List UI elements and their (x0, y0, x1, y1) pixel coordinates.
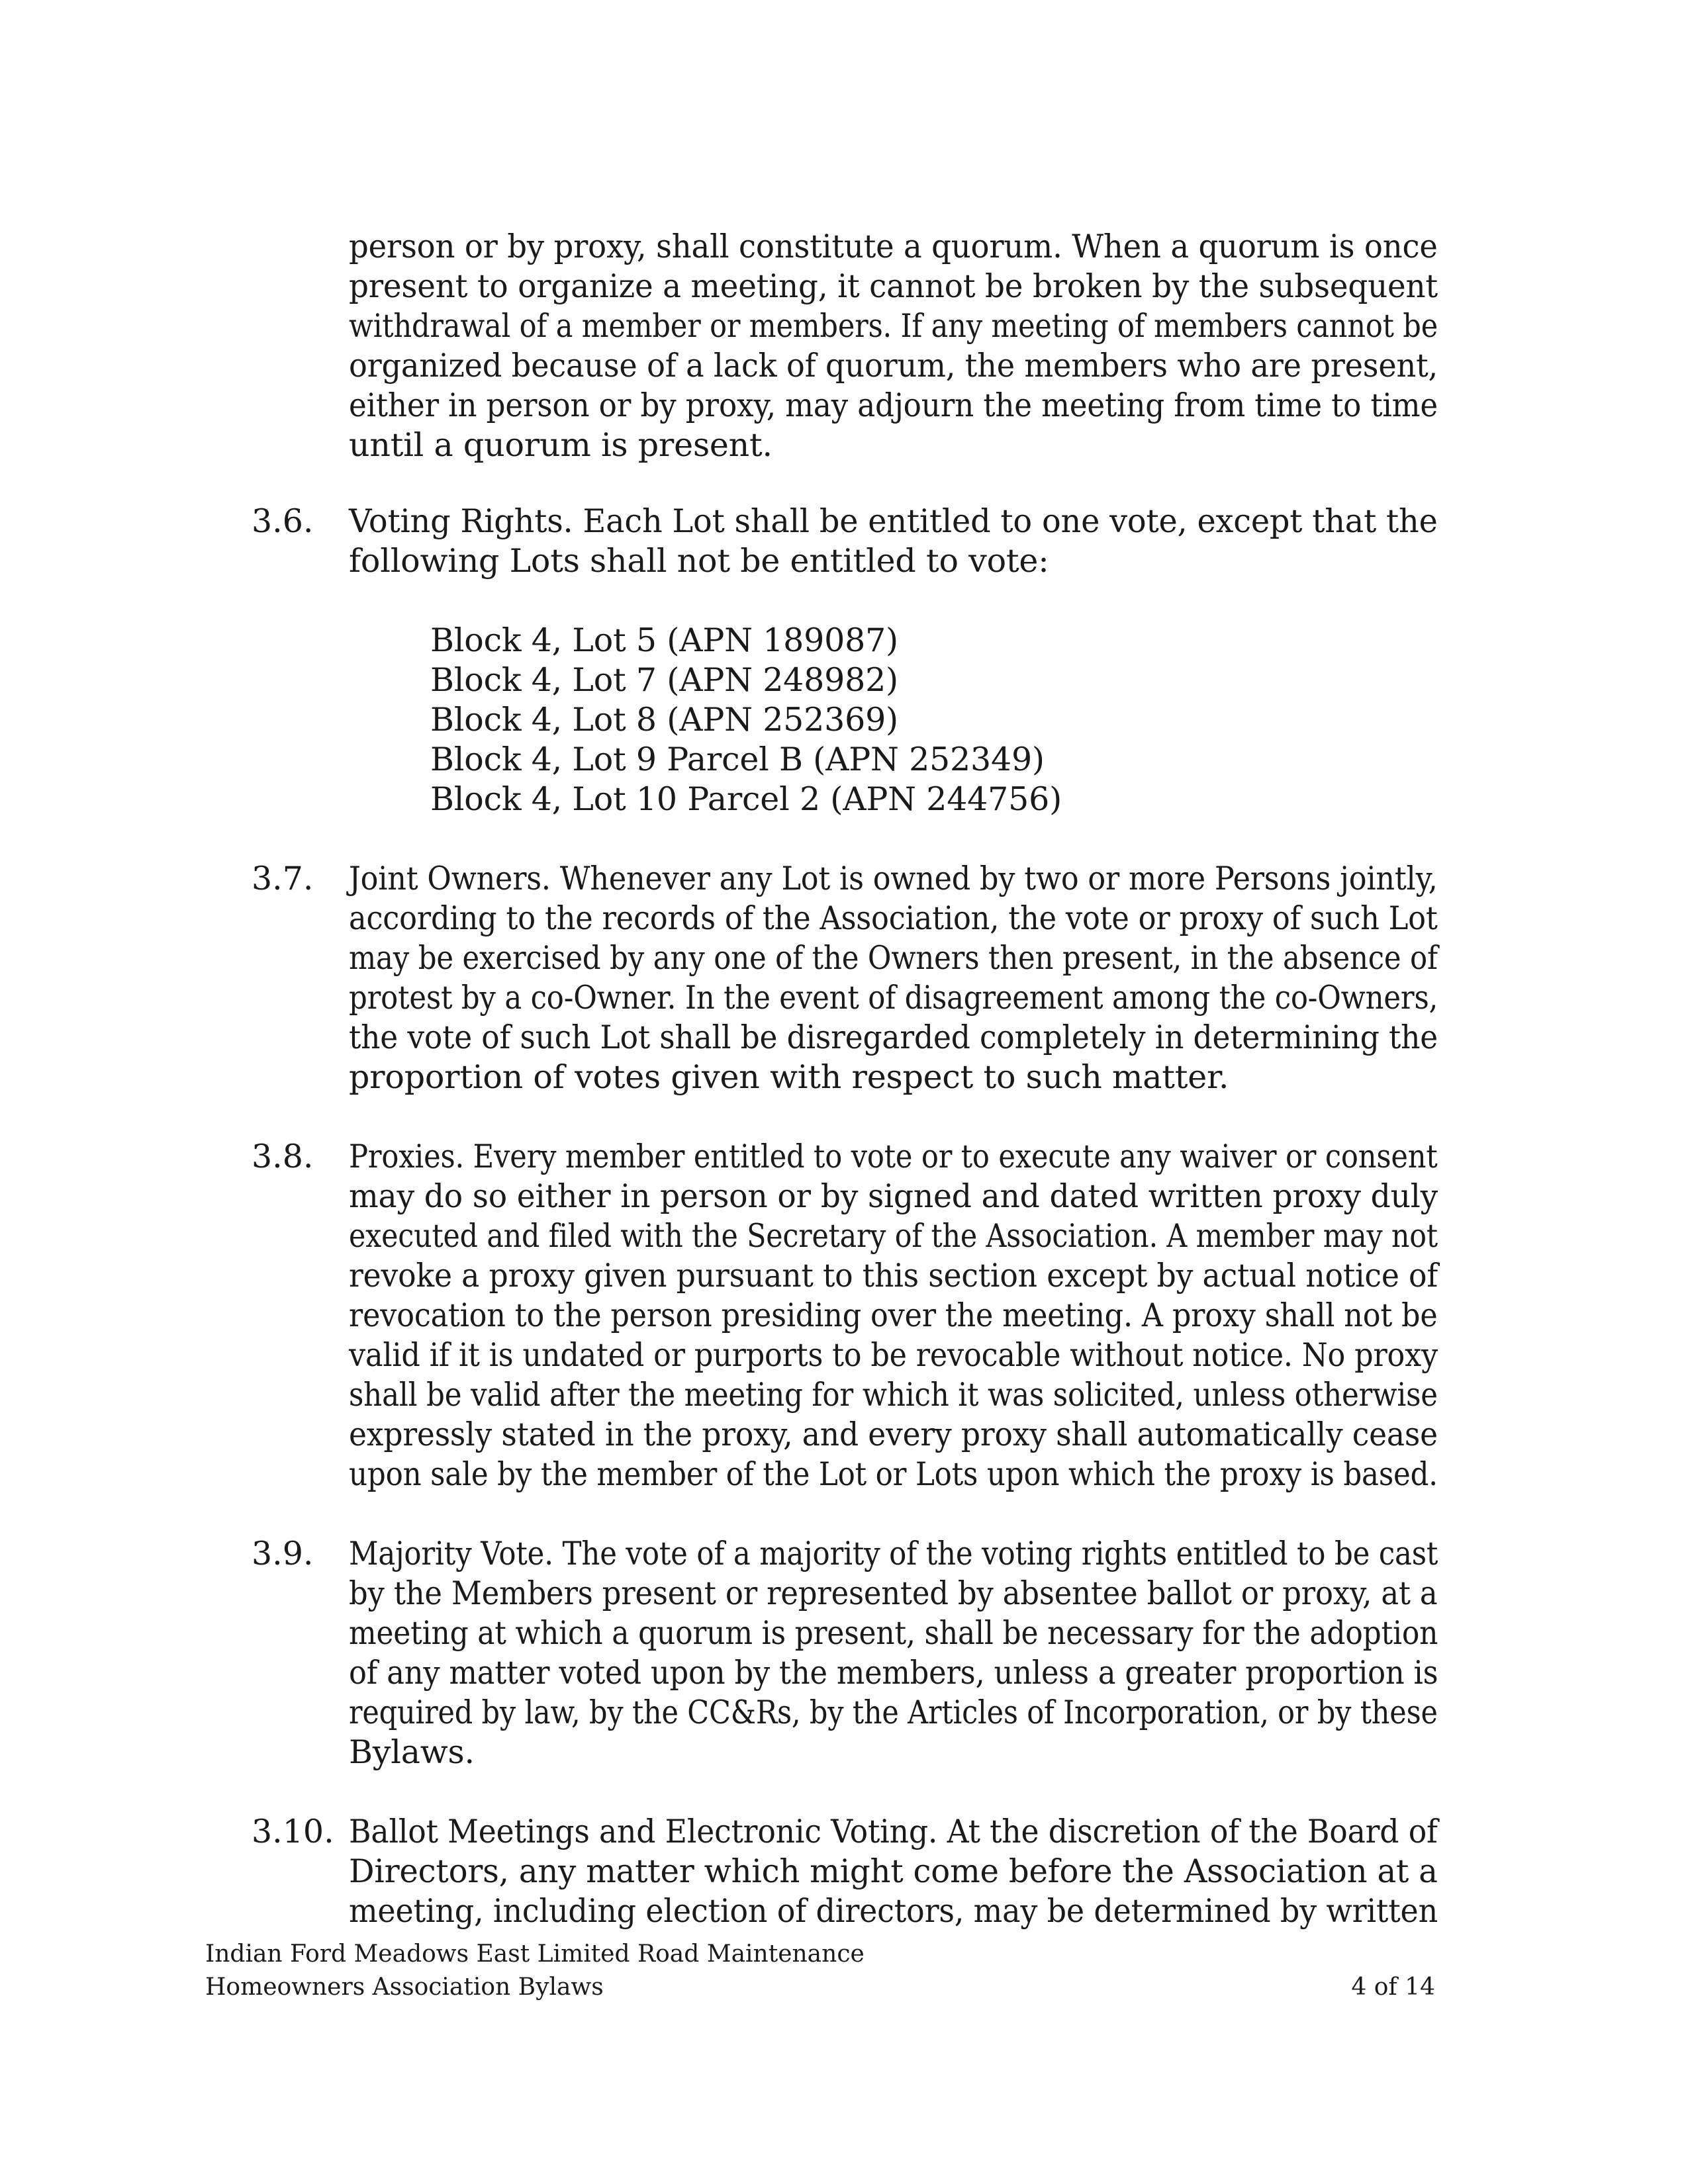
text-line: Bylaws. (349, 1733, 475, 1771)
list-item: Block 4, Lot 9 Parcel B (APN 252349) (430, 741, 1045, 778)
text-line: meeting, including election of directors, may be determined by written (349, 1892, 1438, 1930)
page-number: 4 of 14 (1351, 1974, 1435, 2001)
text-line: Joint Owners. Whenever any Lot is owned by two or more Persons jointly, (349, 860, 1438, 897)
list-item: Block 4, Lot 7 (APN 248982) (430, 661, 898, 699)
text-line: executed and filed with the Secretary of the Association. A member may not (349, 1217, 1438, 1255)
list-item: Block 4, Lot 5 (APN 189087) (430, 621, 898, 659)
text-line: expressly stated in the proxy, and every proxy shall automatically cease (349, 1416, 1438, 1453)
text-line: until a quorum is present. (349, 426, 773, 464)
text-line: Proxies. Every member entitled to vote or to execute any waiver or consent (349, 1138, 1438, 1175)
section-number: 3.9. (252, 1535, 314, 1572)
section-number: 3.10. (252, 1813, 334, 1850)
list-item: Block 4, Lot 8 (APN 252369) (430, 701, 898, 739)
text-line: Ballot Meetings and Electronic Voting. At the discretion of the Board of (349, 1813, 1438, 1850)
text-line: organized because of a lack of quorum, the members who are present, (349, 347, 1438, 385)
section-number: 3.8. (252, 1138, 314, 1175)
text-line: may be exercised by any one of the Owners then present, in the absence of (349, 939, 1438, 977)
text-line: according to the records of the Association, the vote or proxy of such Lot (349, 899, 1438, 937)
text-line: proportion of votes given with respect to such matter. (349, 1058, 1229, 1096)
footer-title-line-1: Indian Ford Meadows East Limited Road Maintenance (205, 1940, 865, 1968)
text-line: the vote of such Lot shall be disregarded completely in determining the (349, 1019, 1438, 1056)
text-line: valid if it is undated or purports to be revocable without notice. No proxy (349, 1336, 1438, 1374)
footer-title-line-2: Homeowners Association Bylaws (205, 1974, 604, 2001)
section-number: 3.7. (252, 860, 314, 897)
list-item: Block 4, Lot 10 Parcel 2 (APN 244756) (430, 780, 1062, 818)
text-line: present to organize a meeting, it cannot be broken by the subsequent (349, 267, 1438, 305)
text-line: Majority Vote. The vote of a majority of the voting rights entitled to be cast (349, 1535, 1438, 1572)
text-line: following Lots shall not be entitled to vote: (349, 542, 1049, 580)
text-line: either in person or by proxy, may adjourn the meeting from time to time (349, 387, 1438, 424)
text-line: may do so either in person or by signed and dated written proxy duly (349, 1177, 1438, 1215)
text-line: required by law, by the CC&Rs, by the Articles of Incorporation, or by these (349, 1694, 1438, 1731)
text-line: person or by proxy, shall constitute a quorum. When a quorum is once (349, 228, 1438, 265)
text-line: by the Members present or represented by absentee ballot or proxy, at a (349, 1574, 1438, 1612)
text-line: of any matter voted upon by the members, unless a greater proportion is (349, 1654, 1438, 1692)
text-line: Voting Rights. Each Lot shall be entitled to one vote, except that the (349, 502, 1438, 540)
text-line: upon sale by the member of the Lot or Lots upon which the proxy is based. (349, 1455, 1438, 1493)
text-line: withdrawal of a member or members. If any meeting of members cannot be (349, 307, 1438, 345)
text-line: Directors, any matter which might come before the Association at a (349, 1852, 1438, 1890)
text-line: meeting at which a quorum is present, shall be necessary for the adoption (349, 1614, 1438, 1652)
section-number: 3.6. (252, 502, 314, 540)
text-line: shall be valid after the meeting for which it was solicited, unless otherwise (349, 1376, 1438, 1414)
text-line: protest by a co-Owner. In the event of disagreement among the co-Owners, (349, 979, 1438, 1017)
text-line: revocation to the person presiding over the meeting. A proxy shall not be (349, 1297, 1438, 1334)
text-line: revoke a proxy given pursuant to this section except by actual notice of (349, 1257, 1438, 1295)
